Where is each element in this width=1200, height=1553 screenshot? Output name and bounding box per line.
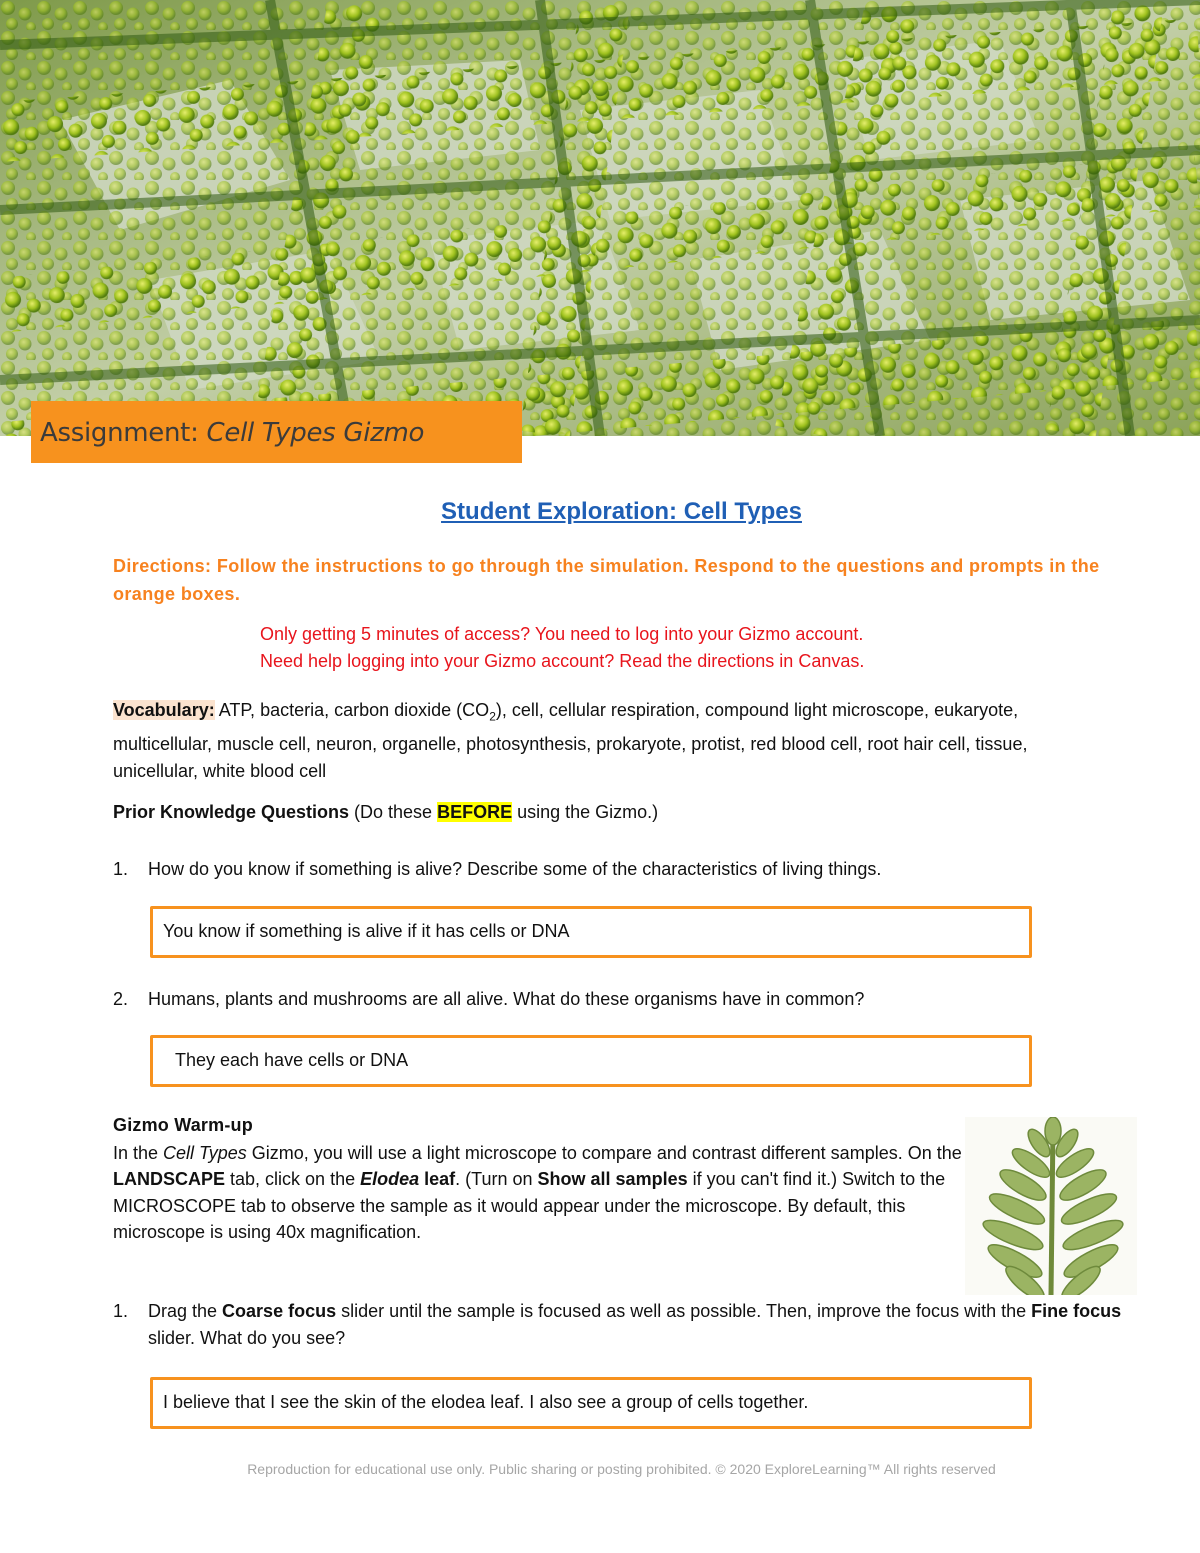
warmup-question-1 — [113, 1298, 1133, 1358]
show-all-samples-ref: Show all samples — [537, 1169, 688, 1190]
question-number: 1. — [113, 1301, 129, 1321]
warmup-text-4: . (Turn on — [455, 1169, 538, 1190]
warmup-text-3: tab, click on the — [225, 1169, 361, 1190]
question-number: 1. — [113, 859, 129, 879]
answer-box-1[interactable] — [150, 906, 1032, 958]
answer-text: They each have cells or DNA — [175, 1050, 409, 1070]
elodea-ref: Elodea — [360, 1169, 420, 1190]
before-highlight: BEFORE — [437, 802, 513, 822]
copyright-footer: Reproduction for educational use only. Public sharing or posting prohibited. © 2020 ExploreLearning™ All rights reserved — [247, 1461, 996, 1477]
assignment-name: Cell Types Gizmo — [206, 418, 425, 448]
prior-knowledge-heading — [113, 802, 658, 823]
elodea-cells-image — [0, 0, 1200, 436]
assignment-label — [40, 418, 424, 448]
microscope-banner-image — [0, 0, 1200, 436]
vocabulary-paragraph — [113, 697, 1113, 785]
vocabulary-label: Vocabulary: — [113, 700, 215, 720]
fine-focus-ref: Fine focus — [1031, 1301, 1122, 1321]
vocabulary-terms-1: ATP, bacteria, carbon dioxide (CO — [214, 700, 490, 720]
prior-note-end: using the Gizmo.) — [512, 802, 659, 822]
vocabulary-subscript: 2 — [489, 709, 496, 724]
elodea-plant-illustration — [965, 1117, 1137, 1300]
warmup-heading: Gizmo Warm-up — [113, 1115, 253, 1135]
answer-box-2[interactable] — [150, 1035, 1032, 1087]
coarse-focus-ref: Coarse focus — [222, 1301, 337, 1321]
gizmo-name: Cell Types — [163, 1143, 247, 1163]
question-text: How do you know if something is alive? Describe some of the characteristics of living things. — [148, 859, 882, 879]
leaf-ref: leaf — [419, 1169, 456, 1190]
page-title: Student Exploration: Cell Types — [441, 498, 802, 525]
warmup-text-2: Gizmo, you will use a light microscope to compare and contrast different samples. On the — [246, 1143, 962, 1163]
question-text-1: Drag the — [148, 1301, 223, 1321]
prior-heading-bold: Prior Knowledge Questions — [113, 802, 350, 822]
answer-box-3[interactable] — [150, 1377, 1032, 1429]
warmup-text-1: In the — [113, 1143, 164, 1163]
vocabulary-terms-2: ), cell, cellular respiration, compound light microscope, eukaryote, multicellular, muscle cell, neuron, organelle, photosynthesis, prokaryote, protist, red blood cell, root hair cell, tissue, unicellular, white blood cell — [113, 700, 1028, 781]
directions-text: Directions: Follow the instructions to go through the simulation. Respond to the questions and prompts in the orange boxes. — [113, 556, 1100, 604]
answer-text: You know if something is alive if it has cells or DNA — [163, 921, 570, 941]
question-text — [148, 1298, 1128, 1352]
access-note-1: Only getting 5 minutes of access? You need to log into your Gizmo account. — [260, 624, 864, 644]
question-number: 2. — [113, 989, 129, 1009]
question-text-2: slider until the sample is focused as well as possible. Then, improve the focus with the — [336, 1301, 1032, 1321]
prior-note-start: (Do these — [349, 802, 438, 822]
elodea-plant-icon — [965, 1117, 1137, 1295]
assignment-prefix: Assignment: — [40, 418, 199, 448]
access-note-2: Need help logging into your Gizmo account? Read the directions in Canvas. — [260, 651, 865, 671]
landscape-tab-ref: LANDSCAPE — [113, 1169, 226, 1190]
question-text: Humans, plants and mushrooms are all alive. What do these organisms have in common? — [148, 989, 865, 1009]
question-text-3: slider. What do you see? — [148, 1328, 346, 1348]
warmup-text-5: if you can't find it.) Switch to the MICROSCOPE tab to observe the sample as it would appear under the microscope. By default, this microscope is using 40x magnification. — [113, 1169, 946, 1243]
warmup-paragraph — [113, 1140, 968, 1246]
answer-text: I believe that I see the skin of the elodea leaf. I also see a group of cells together. — [163, 1392, 809, 1412]
